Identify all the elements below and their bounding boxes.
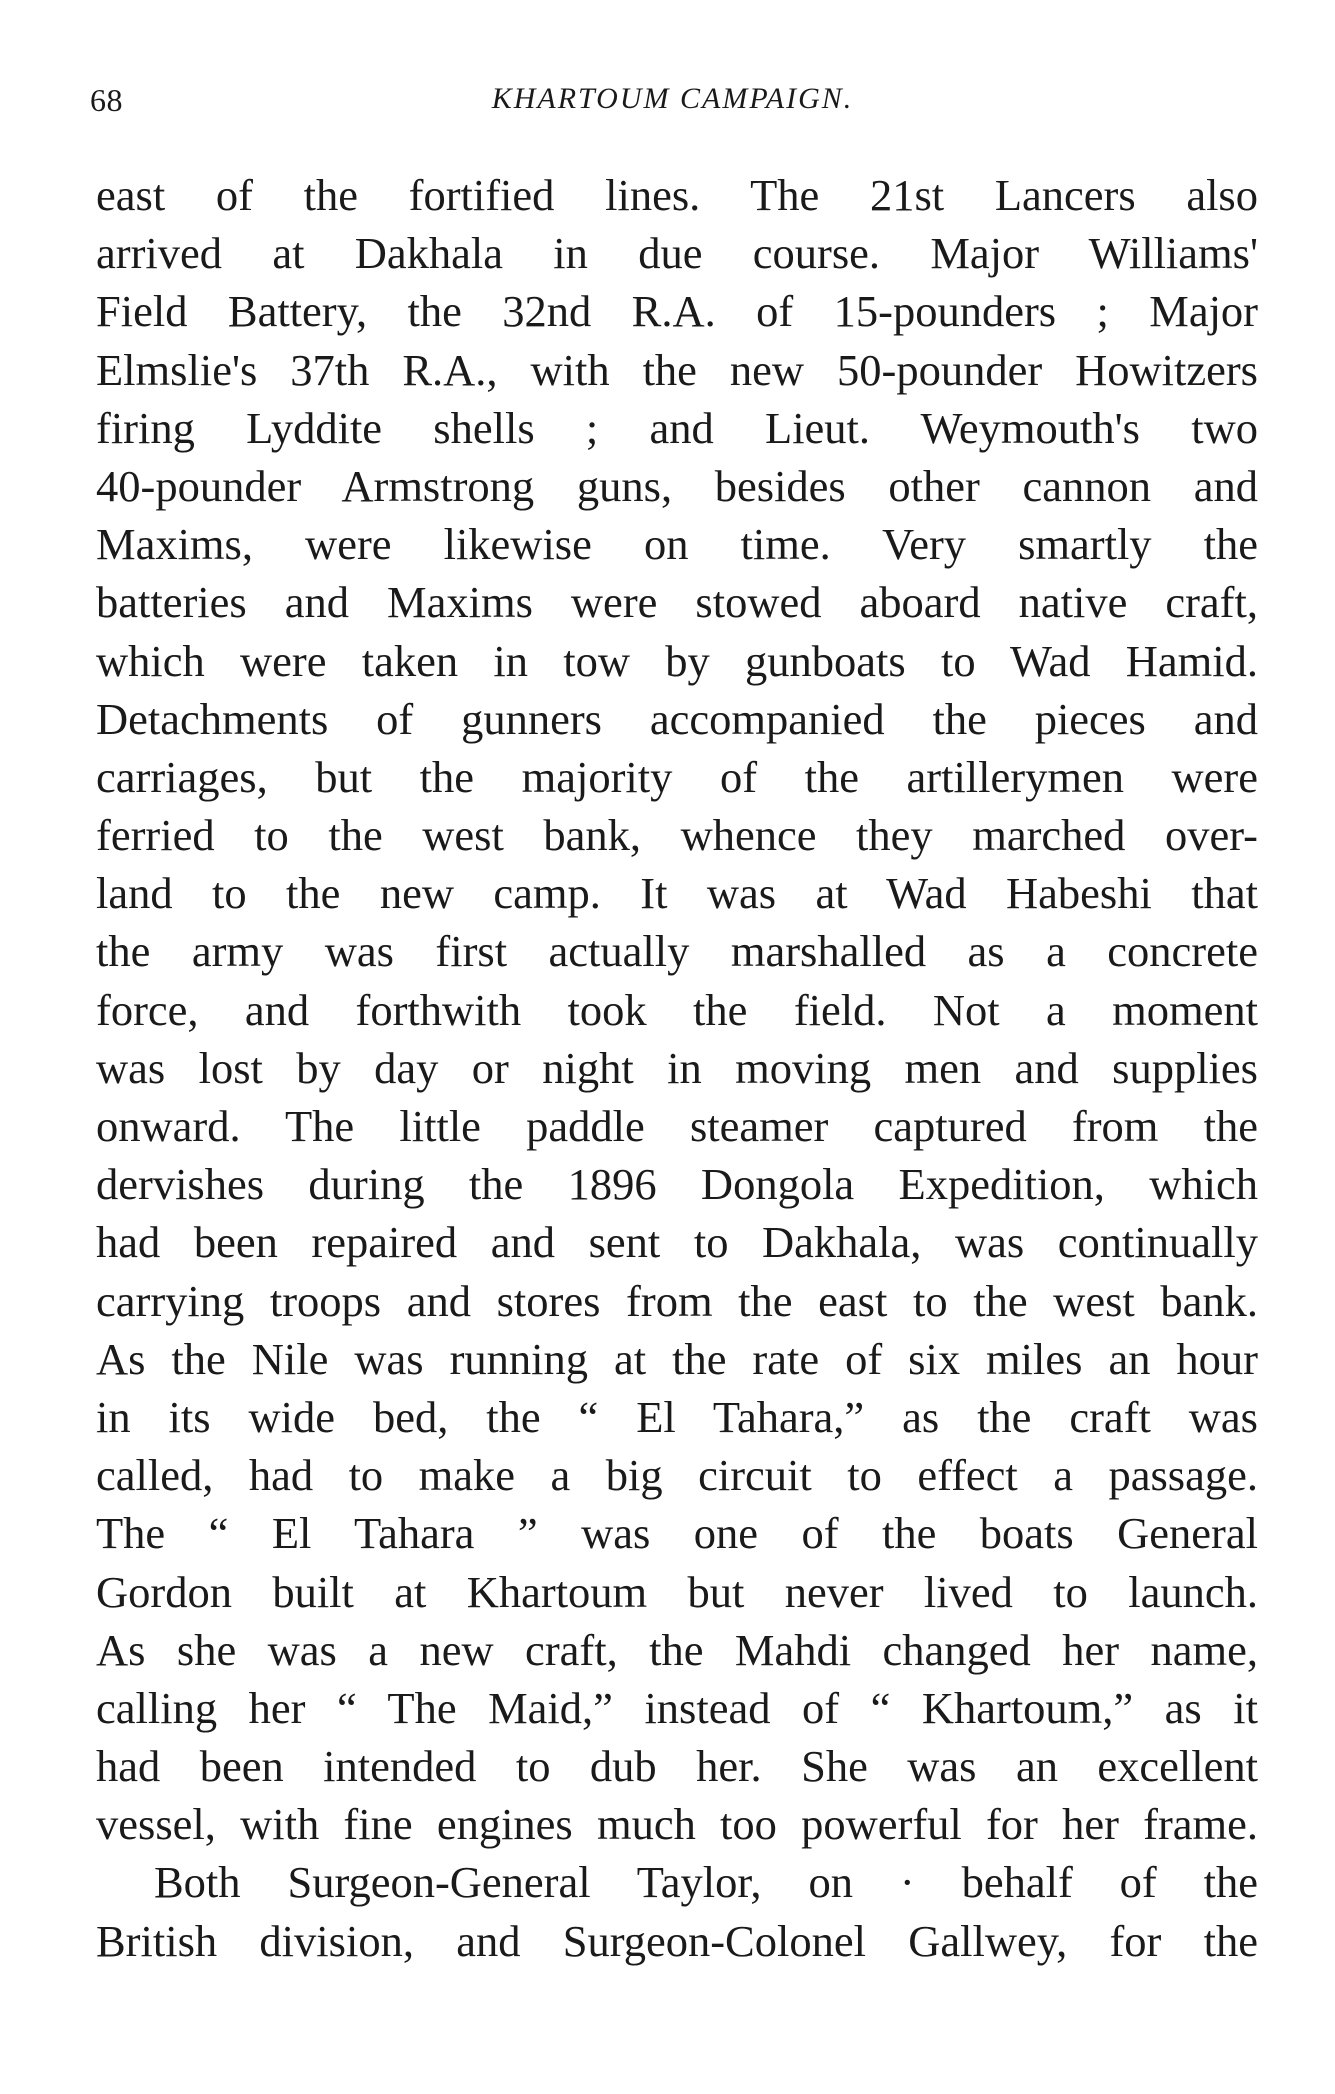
text-line: British division, and Surgeon-Colonel Gallwey, for the (96, 1915, 1258, 1966)
text-line: calling her “ The Maid,” instead of “ Khartoum,” as it (96, 1682, 1258, 1733)
text-line: As the Nile was running at the rate of six miles an hour (96, 1333, 1258, 1384)
text-line: Both Surgeon-General Taylor, on · behalf of the (154, 1857, 1258, 1908)
running-title: KHARTOUM CAMPAIGN. (491, 82, 854, 115)
text-line: onward. The little paddle steamer captured from the (96, 1101, 1258, 1151)
text-line: arrived at Dakhala in due course. Major Williams' (96, 228, 1258, 279)
text-line: The “ El Tahara ” was one of the boats General (96, 1508, 1258, 1559)
text-line: Field Battery, the 32nd R.A. of 15-pounders ; Major (96, 286, 1258, 337)
text-line: in its wide bed, the “ El Tahara,” as the craft was (96, 1391, 1258, 1442)
text-line: the army was first actually marshalled as a concrete (96, 926, 1258, 977)
text-line: Gordon built at Khartoum but never lived to launch. (96, 1566, 1258, 1617)
text-line: east of the fortified lines. The 21st Lancers also (96, 170, 1258, 220)
text-line: carrying troops and stores from the east to the west bank. (96, 1275, 1258, 1326)
text-line: vessel, with fine engines much too powerful for her frame. (96, 1799, 1258, 1850)
text-line: batteries and Maxims were stowed aboard native craft, (96, 577, 1258, 628)
text-line: Detachments of gunners accompanied the pieces and (96, 693, 1258, 744)
body-text (96, 166, 1258, 1970)
text-line: had been repaired and sent to Dakhala, was continually (96, 1217, 1258, 1268)
text-line: Elmslie's 37th R.A., with the new 50-pounder Howitzers (96, 344, 1258, 395)
text-line: which were taken in tow by gunboats to Wad Hamid. (96, 635, 1258, 686)
text-line: carriages, but the majority of the artillerymen were (96, 751, 1258, 802)
text-line: was lost by day or night in moving men and supplies (96, 1042, 1258, 1093)
text-line: Maxims, were likewise on time. Very smartly the (96, 519, 1258, 570)
running-head (90, 82, 1255, 122)
text-line: dervishes during the 1896 Dongola Expedition, which (96, 1159, 1258, 1210)
text-line: force, and forthwith took the field. Not a moment (96, 984, 1258, 1035)
text-line: As she was a new craft, the Mahdi changed her name, (96, 1624, 1258, 1675)
text-line: land to the new camp. It was at Wad Habeshi that (96, 868, 1258, 919)
text-line: firing Lyddite shells ; and Lieut. Weymouth's two (96, 402, 1258, 453)
page-number: 68 (90, 82, 123, 118)
text-line: 40-pounder Armstrong guns, besides other cannon and (96, 460, 1258, 511)
text-line: ferried to the west bank, whence they marched over- (96, 810, 1258, 861)
text-line: called, had to make a big circuit to effect a passage. (96, 1450, 1258, 1501)
text-line: had been intended to dub her. She was an excellent (96, 1741, 1258, 1792)
